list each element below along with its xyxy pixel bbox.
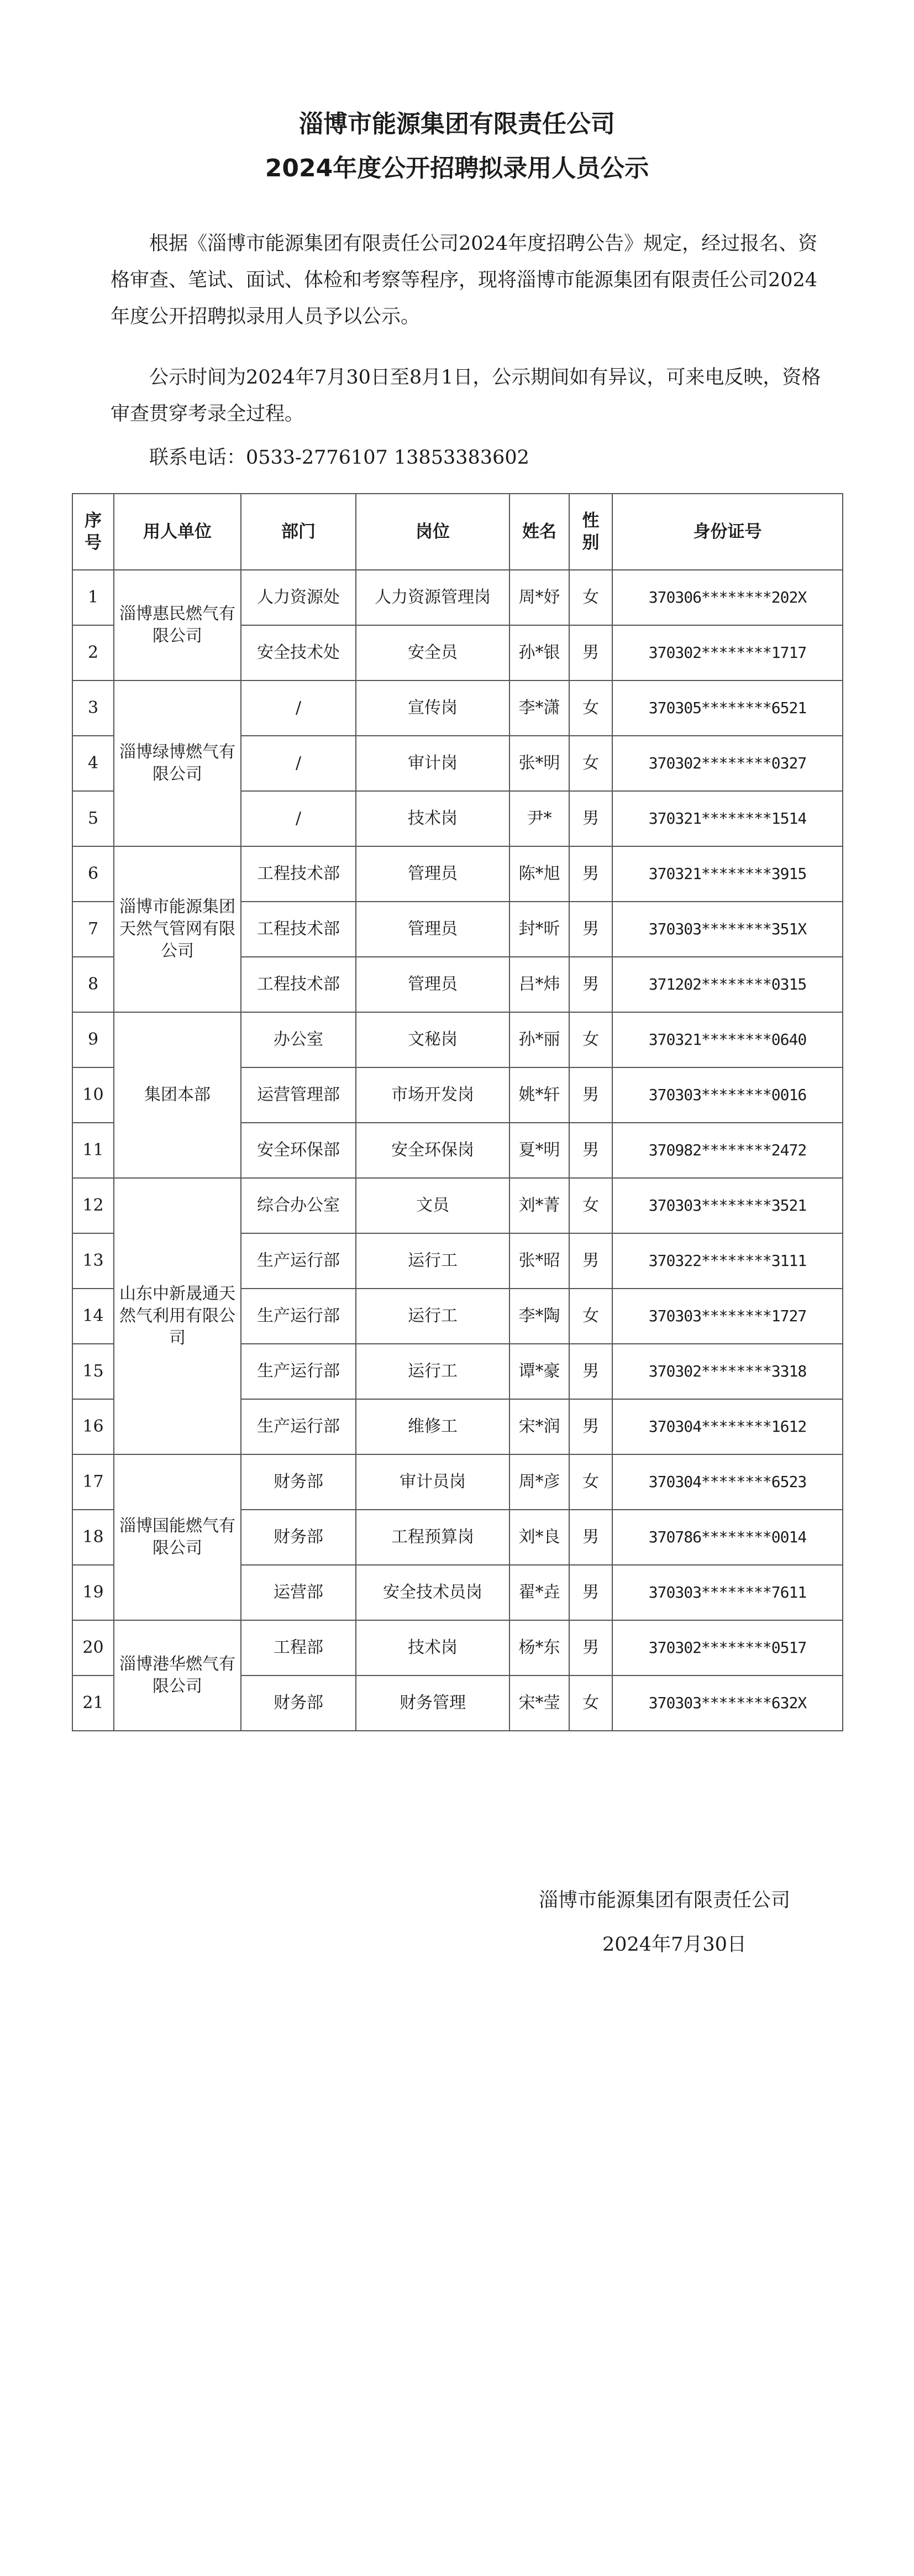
gender-cell: 男 [569, 902, 612, 957]
position-cell: 维修工 [356, 1399, 509, 1454]
id-number-cell: 370302********0327 [612, 736, 843, 791]
name-cell: 谭*豪 [509, 1344, 569, 1399]
position-cell: 宣传岗 [356, 680, 509, 736]
signature-date: 2024年7月30日 [602, 1934, 747, 1956]
department-cell: 生产运行部 [241, 1289, 356, 1344]
id-number-cell: 370306********202X [612, 570, 843, 625]
position-cell: 安全技术员岗 [356, 1565, 509, 1620]
row-number: 19 [72, 1565, 114, 1620]
header-cell: 姓名 [509, 494, 569, 570]
department-cell: / [241, 736, 356, 791]
department-cell: 人力资源处 [241, 570, 356, 625]
id-number-cell: 370302********0517 [612, 1620, 843, 1676]
name-cell: 周*妤 [509, 570, 569, 625]
gender-cell: 男 [569, 1344, 612, 1399]
gender-cell: 女 [569, 1676, 612, 1731]
row-number: 16 [72, 1399, 114, 1454]
department-cell: 财务部 [241, 1676, 356, 1731]
gender-cell: 女 [569, 736, 612, 791]
department-cell: / [241, 680, 356, 736]
position-cell: 工程预算岗 [356, 1510, 509, 1565]
id-number-cell: 370303********351X [612, 902, 843, 957]
department-cell: 财务部 [241, 1510, 356, 1565]
id-number-cell: 371202********0315 [612, 957, 843, 1012]
row-number: 3 [72, 680, 114, 736]
name-cell: 张*明 [509, 736, 569, 791]
name-cell: 刘*良 [509, 1510, 569, 1565]
gender-cell: 男 [569, 1399, 612, 1454]
name-cell: 陈*旭 [509, 846, 569, 902]
gender-cell: 男 [569, 1233, 612, 1289]
row-number: 4 [72, 736, 114, 791]
name-cell: 李*陶 [509, 1289, 569, 1344]
position-cell: 财务管理 [356, 1676, 509, 1731]
gender-cell: 男 [569, 1510, 612, 1565]
row-number: 2 [72, 625, 114, 680]
position-cell: 运行工 [356, 1344, 509, 1399]
gender-cell: 男 [569, 1067, 612, 1123]
position-cell: 运行工 [356, 1289, 509, 1344]
row-number: 5 [72, 791, 114, 846]
header-cell: 性别 [569, 494, 612, 570]
header-cell: 岗位 [356, 494, 509, 570]
name-cell: 吕*炜 [509, 957, 569, 1012]
department-cell: 生产运行部 [241, 1344, 356, 1399]
header-cell: 序号 [72, 494, 114, 570]
table-row [72, 1178, 843, 1233]
department-cell: 工程技术部 [241, 957, 356, 1012]
name-cell: 夏*明 [509, 1123, 569, 1178]
row-number: 15 [72, 1344, 114, 1399]
name-cell: 孙*丽 [509, 1012, 569, 1067]
employer-cell: 淄博市能源集团天然气管网有限公司 [114, 846, 241, 1012]
table-row [72, 570, 843, 625]
department-cell: 工程部 [241, 1620, 356, 1676]
position-cell: 人力资源管理岗 [356, 570, 509, 625]
gender-cell: 男 [569, 1620, 612, 1676]
employer-cell: 淄博国能燃气有限公司 [114, 1454, 241, 1620]
position-cell: 安全员 [356, 625, 509, 680]
department-cell: 运营管理部 [241, 1067, 356, 1123]
page-title: 淄博市能源集团有限责任公司 [299, 110, 615, 138]
table-row [72, 1620, 843, 1676]
gender-cell: 女 [569, 1454, 612, 1510]
id-number-cell: 370982********2472 [612, 1123, 843, 1178]
employer-cell: 集团本部 [114, 1012, 241, 1178]
row-number: 6 [72, 846, 114, 902]
id-number-cell: 370321********1514 [612, 791, 843, 846]
department-cell: 运营部 [241, 1565, 356, 1620]
id-number-cell: 370303********1727 [612, 1289, 843, 1344]
employer-cell: 淄博绿博燃气有限公司 [114, 680, 241, 846]
gender-cell: 女 [569, 1178, 612, 1233]
gender-cell: 女 [569, 1012, 612, 1067]
department-cell: 生产运行部 [241, 1399, 356, 1454]
gender-cell: 女 [569, 570, 612, 625]
name-cell: 张*昭 [509, 1233, 569, 1289]
name-cell: 宋*莹 [509, 1676, 569, 1731]
row-number: 9 [72, 1012, 114, 1067]
id-number-cell: 370303********0016 [612, 1067, 843, 1123]
employer-cell: 淄博港华燃气有限公司 [114, 1620, 241, 1731]
table-row [72, 846, 843, 902]
row-number: 7 [72, 902, 114, 957]
id-number-cell: 370303********632X [612, 1676, 843, 1731]
row-number: 18 [72, 1510, 114, 1565]
id-number-cell: 370303********7611 [612, 1565, 843, 1620]
name-cell: 封*昕 [509, 902, 569, 957]
row-number: 1 [72, 570, 114, 625]
gender-cell: 男 [569, 846, 612, 902]
id-number-cell: 370322********3111 [612, 1233, 843, 1289]
signature-org: 淄博市能源集团有限责任公司 [539, 1889, 791, 1912]
gender-cell: 男 [569, 791, 612, 846]
id-number-cell: 370304********1612 [612, 1399, 843, 1454]
name-cell: 姚*轩 [509, 1067, 569, 1123]
department-cell: 办公室 [241, 1012, 356, 1067]
position-cell: 文秘岗 [356, 1012, 509, 1067]
position-cell: 技术岗 [356, 791, 509, 846]
id-number-cell: 370305********6521 [612, 680, 843, 736]
row-number: 12 [72, 1178, 114, 1233]
id-number-cell: 370302********3318 [612, 1344, 843, 1399]
department-cell: 工程技术部 [241, 846, 356, 902]
position-cell: 管理员 [356, 957, 509, 1012]
gender-cell: 男 [569, 1123, 612, 1178]
notice-period-paragraph: 公示时间为2024年7月30日至8月1日，公示期间如有异议，可来电反映，资格审查贯穿考录全过程。 [111, 366, 821, 425]
name-cell: 翟*垚 [509, 1565, 569, 1620]
header-cell: 部门 [241, 494, 356, 570]
row-number: 13 [72, 1233, 114, 1289]
department-cell: 安全技术处 [241, 625, 356, 680]
table-row [72, 680, 843, 736]
position-cell: 文员 [356, 1178, 509, 1233]
id-number-cell: 370303********3521 [612, 1178, 843, 1233]
row-number: 8 [72, 957, 114, 1012]
row-number: 10 [72, 1067, 114, 1123]
header-cell: 身份证号 [612, 494, 843, 570]
department-cell: 生产运行部 [241, 1233, 356, 1289]
name-cell: 刘*菁 [509, 1178, 569, 1233]
row-number: 20 [72, 1620, 114, 1676]
id-number-cell: 370321********3915 [612, 846, 843, 902]
gender-cell: 女 [569, 680, 612, 736]
position-cell: 运行工 [356, 1233, 509, 1289]
contact-line: 联系电话：0533-2776107 13853383602 [149, 447, 529, 469]
employer-cell: 淄博惠民燃气有限公司 [114, 570, 241, 680]
department-cell: 财务部 [241, 1454, 356, 1510]
id-number-cell: 370321********0640 [612, 1012, 843, 1067]
employer-cell: 山东中新晟通天然气利用有限公司 [114, 1178, 241, 1454]
name-cell: 宋*润 [509, 1399, 569, 1454]
position-cell: 安全环保岗 [356, 1123, 509, 1178]
position-cell: 管理员 [356, 846, 509, 902]
name-cell: 孙*银 [509, 625, 569, 680]
gender-cell: 男 [569, 625, 612, 680]
row-number: 17 [72, 1454, 114, 1510]
page-subtitle: 2024年度公开招聘拟录用人员公示 [265, 154, 649, 182]
table-row [72, 1454, 843, 1510]
gender-cell: 男 [569, 957, 612, 1012]
header-cell: 用人单位 [114, 494, 241, 570]
name-cell: 李*潇 [509, 680, 569, 736]
id-number-cell: 370302********1717 [612, 625, 843, 680]
id-number-cell: 370304********6523 [612, 1454, 843, 1510]
department-cell: 工程技术部 [241, 902, 356, 957]
row-number: 21 [72, 1676, 114, 1731]
position-cell: 管理员 [356, 902, 509, 957]
department-cell: / [241, 791, 356, 846]
row-number: 14 [72, 1289, 114, 1344]
id-number-cell: 370786********0014 [612, 1510, 843, 1565]
department-cell: 综合办公室 [241, 1178, 356, 1233]
hiring-table [72, 493, 843, 1731]
gender-cell: 女 [569, 1289, 612, 1344]
position-cell: 技术岗 [356, 1620, 509, 1676]
intro-paragraph: 根据《淄博市能源集团有限责任公司2024年度招聘公告》规定，经过报名、资格审查、笔试、面试、体检和考察等程序，现将淄博市能源集团有限责任公司2024年度公开招聘拟录用人员予以公示。 [111, 233, 818, 328]
department-cell: 安全环保部 [241, 1123, 356, 1178]
position-cell: 市场开发岗 [356, 1067, 509, 1123]
name-cell: 尹* [509, 791, 569, 846]
gender-cell: 男 [569, 1565, 612, 1620]
name-cell: 杨*东 [509, 1620, 569, 1676]
name-cell: 周*彦 [509, 1454, 569, 1510]
row-number: 11 [72, 1123, 114, 1178]
position-cell: 审计员岗 [356, 1454, 509, 1510]
table-row [72, 1012, 843, 1067]
position-cell: 审计岗 [356, 736, 509, 791]
table-header-row [72, 494, 843, 570]
